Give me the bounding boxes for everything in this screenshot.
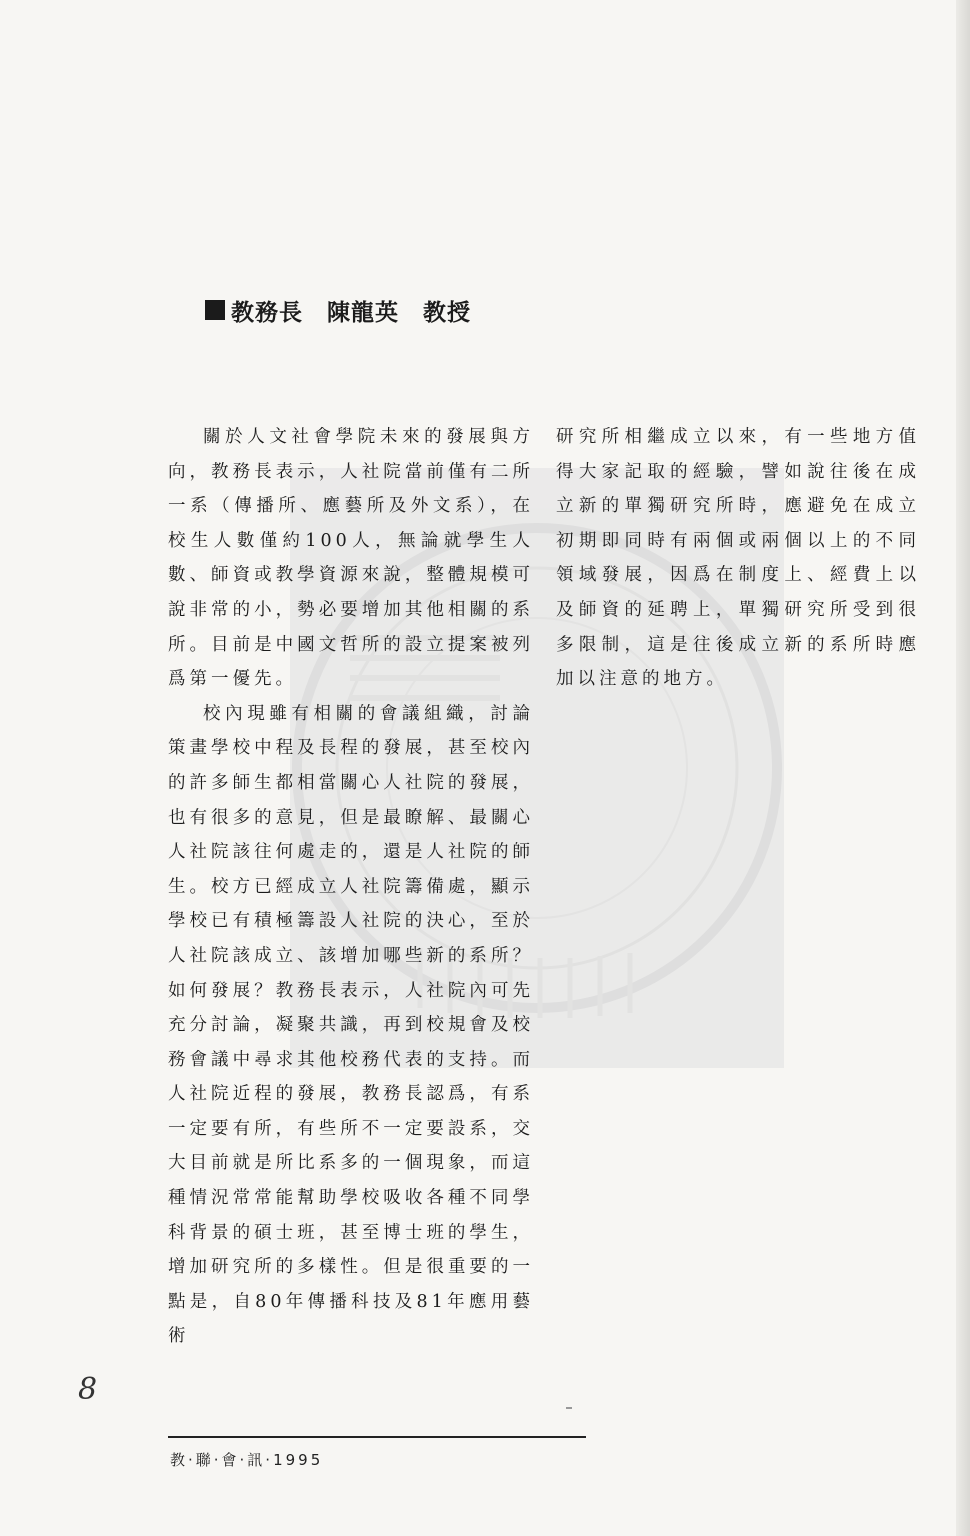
right-column [556, 420, 920, 697]
black-square-icon [205, 300, 225, 320]
paragraph: 研究所相繼成立以來，有一些地方值得大家記取的經驗，譬如說往後在成立新的單獨研究所時，應避免在成立初期即同時有兩個或兩個以上的不同領域發展，因爲在制度上、經費上以及師資的延聘上，單獨研究所受到很多限制，這是往後成立新的系所時應加以注意的地方。 [556, 427, 920, 690]
page-heading [205, 292, 471, 328]
print-speck [566, 1407, 572, 1409]
footer-divider [168, 1436, 586, 1438]
paragraph: 校內現雖有相關的會議組織，討論策畫學校中程及長程的發展，甚至校內的許多師生都相當關心人社院的發展，也有很多的意見，但是最瞭解、最關心人社院該往何處走的，還是人社院的師生。校方已經成立人社院籌備處，顯示學校已有積極籌設人社院的決心，至於人社院該成立、該增加哪些新的系所？如何發展？教務長表示，人社院內可先充分討論，凝聚共識，再到校規會及校務會議中尋求其他校務代表的支持。而人社院近程的發展，教務長認爲，有系一定要有所，有些所不一定要設系，交大目前就是所比系多的一個現象，而這種情況常常能幫助學校吸收各種不同學科背景的碩士班，甚至博士班的學生，增加研究所的多樣性。但是很重要的一點是，自80年傳播科技及81年應用藝術 [168, 703, 534, 1347]
paragraph: 關於人文社會學院未來的發展與方向，教務長表示，人社院當前僅有二所一系（傳播所、應藝所及外文系），在校生人數僅約100人，無論就學生人數、師資或教學資源來說，整體規模可說非常的小，勢必要增加其他相關的系所。目前是中國文哲所的設立提案被列爲第一優先。 [168, 427, 534, 690]
heading-title: 教務長 陳龍英 教授 [231, 299, 471, 326]
page-edge [956, 0, 970, 1536]
page-number: 8 [78, 1372, 98, 1407]
footer-publication: 教·聯·會·訊·1995 [170, 1451, 324, 1469]
left-column [168, 420, 534, 1354]
